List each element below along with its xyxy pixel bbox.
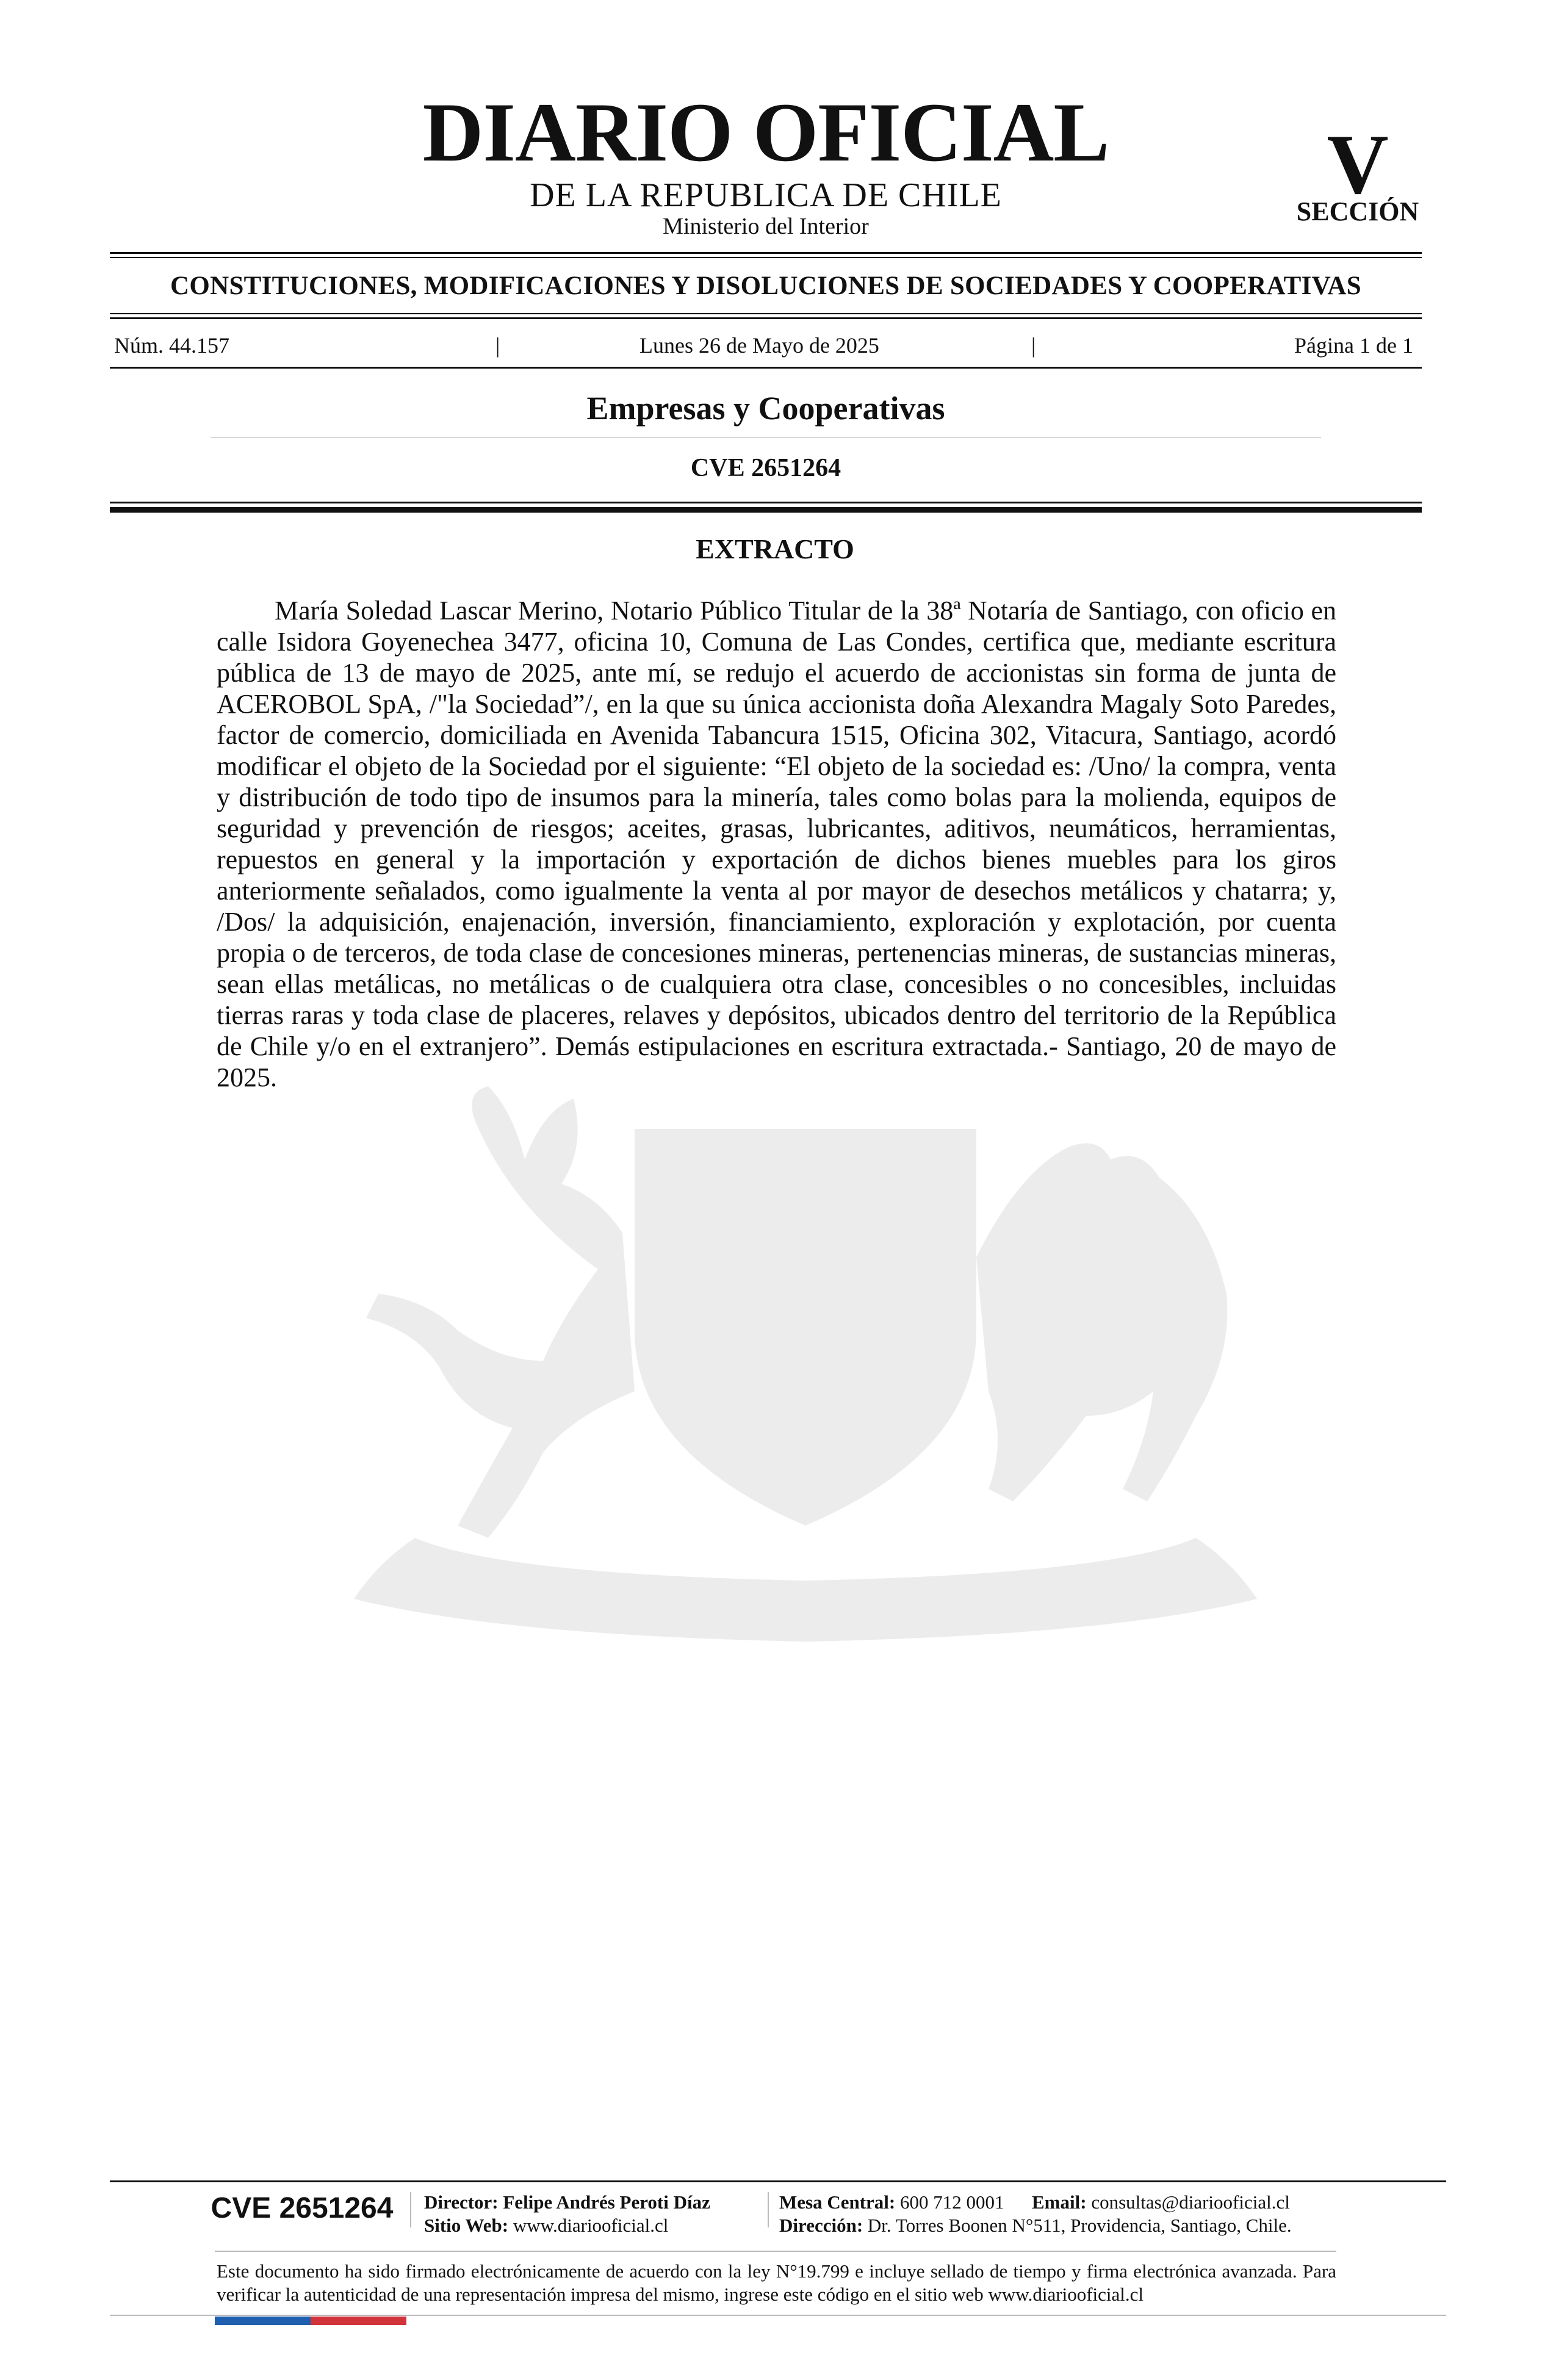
meta-separator: | bbox=[495, 333, 500, 358]
director-name: Felipe Andrés Peroti Díaz bbox=[503, 2191, 710, 2213]
footer-separator bbox=[768, 2192, 769, 2227]
meta-rule bbox=[110, 367, 1422, 369]
email-label: Email: bbox=[1032, 2191, 1087, 2213]
page-count: Página 1 de 1 bbox=[1294, 333, 1413, 358]
footer-website bbox=[424, 2214, 766, 2237]
cve-rule-2 bbox=[110, 507, 1422, 513]
meta-separator: | bbox=[1031, 333, 1036, 358]
flag-stripe-red bbox=[311, 2317, 406, 2325]
footer-note: Este documento ha sido firmado electrónicamente de acuerdo con la ley N°19.799 e incluye sellado de tiempo y firma electrónica avanzada. Para verificar la autenticidad de una representación impresa del mismo, ingrese este código en el sitio web www.diariooficial.cl bbox=[217, 2260, 1336, 2305]
footer-cve: CVE 2651264 bbox=[211, 2192, 394, 2224]
section-roman-numeral: V bbox=[1327, 117, 1389, 212]
flag-stripe-blue bbox=[215, 2317, 311, 2325]
footer-director-block bbox=[424, 2191, 766, 2237]
header-rule-4 bbox=[110, 317, 1422, 319]
header-rule-2 bbox=[110, 257, 1422, 258]
section-heading: CONSTITUCIONES, MODIFICACIONES Y DISOLUCIONES DE SOCIEDADES Y COOPERATIVAS bbox=[170, 272, 1361, 300]
mesa-label: Mesa Central: bbox=[779, 2191, 896, 2213]
document-body: María Soledad Lascar Merino, Notario Público Titular de la 38ª Notaría de Santiago, con oficio en calle Isidora Goyenechea 3477, oficina 10, Comuna de Las Condes, certifica que, mediante escritura pública de 13 de mayo de 2025, ante mí, se redujo el acuerdo de accionistas sin forma de junta de ACEROBOL SpA, /"la Sociedad”/, en la que su única accionista doña Alexandra Magaly Soto Paredes, factor de comercio, domiciliada en Avenida Tabancura 1515, Oficina 302, Vitacura, Santiago, acordó modificar el objeto de la Sociedad por el siguiente: “El objeto de la sociedad es: /Uno/ la compra, venta y distribución de todo tipo de insumos para la minería, tales como bolas para la molienda, equipos de seguridad y prevención de riesgos; aceites, grasas, lubricantes, aditivos, neumáticos, herramientas, repuestos en general y la importación y exportación de dichos bienes muebles para los giros anteriormente señalados, como igualmente la venta al por mayor de desechos metálicos y chatarra; y, /Dos/ la adquisición, enajenación, inversión, financiamiento, exploración y explotación, por cuenta propia o de terceros, de toda clase de concesiones mineras, pertenencias mineras, de sustancias mineras, sean ellas metálicas, no metálicas o de cualquiera otra clase, concesibles o no concesibles, incluidas tierras raras y toda clase de placeres, relaves y depósitos, ubicados dentro del territorio de la República de Chile y/o en el extranjero”. Demás estipulaciones en escritura extractada.- Santiago, 20 de mayo de 2025. bbox=[217, 596, 1336, 1092]
footer-bottom-rule bbox=[110, 2315, 1446, 2316]
cve-rule-1 bbox=[110, 502, 1422, 503]
footer-director bbox=[424, 2191, 766, 2214]
footer-mid-rule bbox=[215, 2251, 1336, 2252]
footer-address bbox=[779, 2214, 1365, 2237]
email-link[interactable]: consultas@diariooficial.cl bbox=[1091, 2191, 1290, 2213]
watermark-motto: POR LA RAZON O LA FUERZA bbox=[536, 1582, 1075, 1626]
coat-of-arms-watermark bbox=[256, 1074, 1355, 1654]
footer-phone-email bbox=[779, 2191, 1365, 2214]
footer-contact-block bbox=[779, 2191, 1365, 2237]
director-label: Director: bbox=[424, 2191, 499, 2213]
header-rule-1 bbox=[110, 252, 1422, 254]
address-value: Dr. Torres Boonen N°511, Providencia, Santiago, Chile. bbox=[867, 2215, 1292, 2236]
footer-separator bbox=[410, 2192, 411, 2227]
mesa-value: 600 712 0001 bbox=[900, 2191, 1004, 2213]
website-label: Sitio Web: bbox=[424, 2215, 509, 2236]
footer-rule bbox=[110, 2180, 1446, 2182]
address-label: Dirección: bbox=[779, 2215, 863, 2236]
category-title: Empresas y Cooperativas bbox=[586, 390, 945, 427]
document-title: EXTRACTO bbox=[696, 533, 854, 564]
masthead-subtitle: DE LA REPUBLICA DE CHILE bbox=[530, 176, 1002, 214]
header-rule-3 bbox=[110, 313, 1422, 314]
masthead-ministry: Ministerio del Interior bbox=[663, 214, 869, 239]
cve-heading: CVE 2651264 bbox=[690, 454, 841, 482]
website-link[interactable]: www.diariooficial.cl bbox=[513, 2215, 669, 2236]
category-rule bbox=[211, 437, 1321, 438]
section-label: SECCIÓN bbox=[1296, 197, 1419, 226]
masthead-title: DIARIO OFICIAL bbox=[422, 85, 1109, 179]
issue-date: Lunes 26 de Mayo de 2025 bbox=[639, 333, 879, 358]
issue-number: Núm. 44.157 bbox=[114, 333, 229, 358]
